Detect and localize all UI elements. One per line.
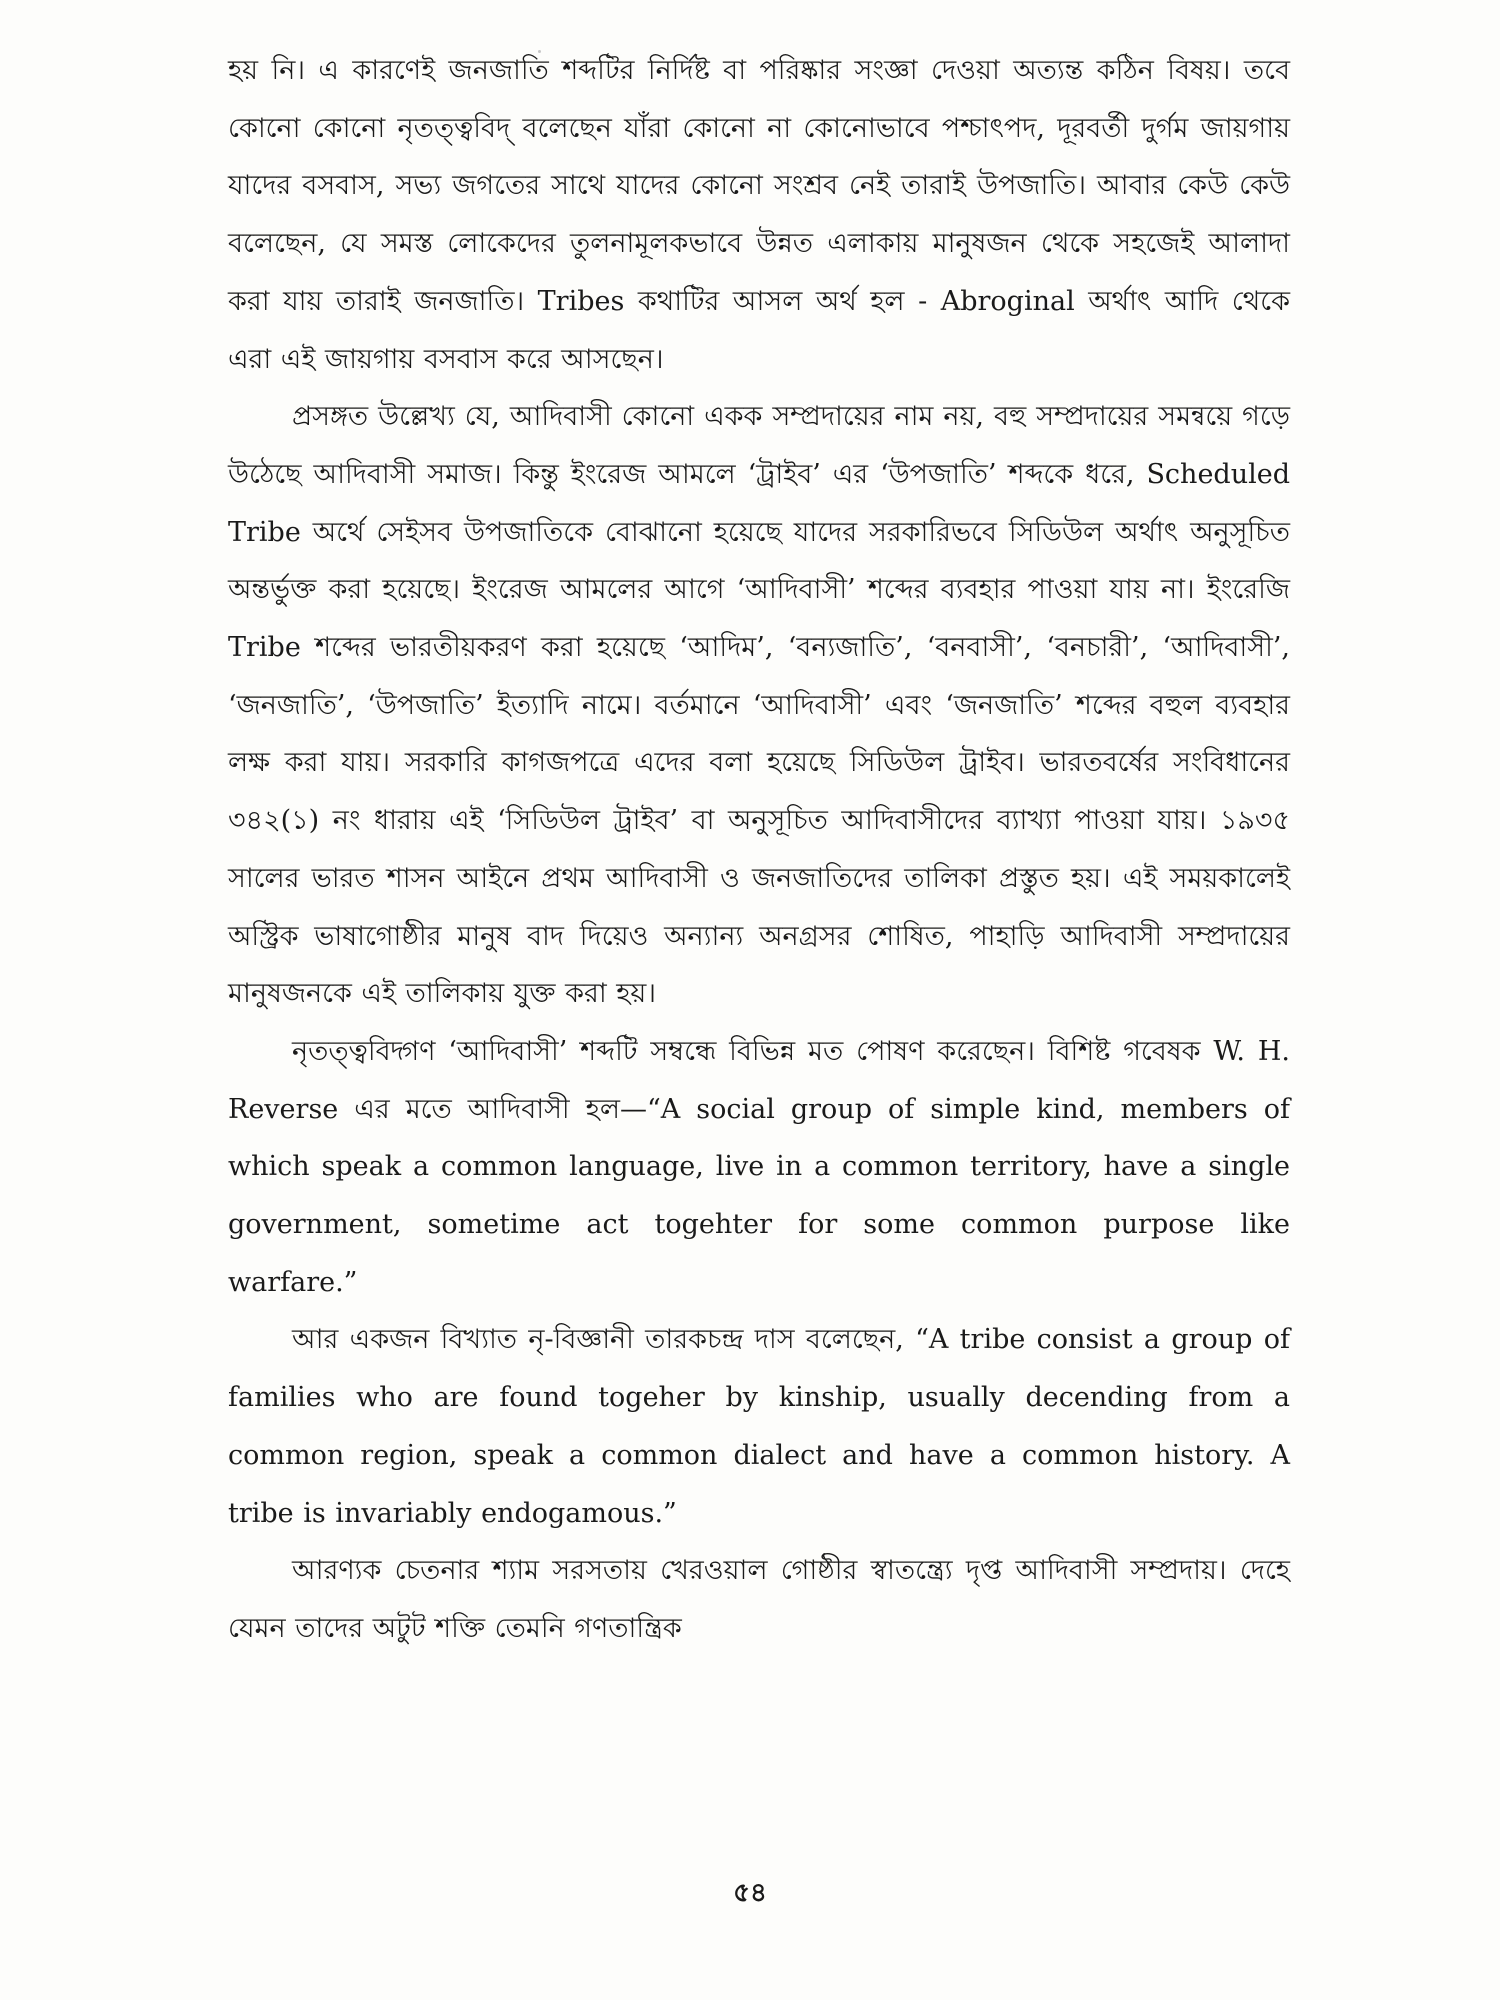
- page-number: ৫৪: [733, 1878, 767, 1908]
- paragraph-3: নৃতত্ত্ববিদ্গণ ‘আদিবাসী’ শব্দটি সম্বন্ধে বিভিন্ন মত পোষণ করেছেন। বিশিষ্ট গবেষক W. H. Reverse এর মতে আদিবাসী হল—“A social group of simple kind, members of which speak a common language, live in a common territory, have a single government, sometime act togehter for some common purpose like warfare.”: [228, 1035, 1290, 1298]
- paragraph-1: হয় নি। এ কারণেই জনজাতি শব্দটির নির্দিষ্ট বা পরিষ্কার সংজ্ঞা দেওয়া অত্যন্ত কঠিন বিষয়। তবে কোনো কোনো নৃতত্ত্ববিদ্ বলেছেন যাঁরা কোনো না কোনোভাবে পশ্চাৎপদ, দূরবর্তী দুর্গম জায়গায় যাদের বসবাস, সভ্য জগতের সাথে যাদের কোনো সংশ্রব নেই তারাই উপজাতি। আবার কেউ কেউ বলেছেন, যে সমস্ত লোকেদের তুলনামূলকভাবে উন্নত এলাকায় মানুষজন থেকে সহজেই আলাদা করা যায় তারাই জনজাতি। Tribes কথাটির আসল অর্থ হল - Abroginal অর্থাৎ আদি থেকে এরা এই জায়গায় বসবাস করে আসছেন।: [228, 55, 1290, 375]
- paragraph-4: আর একজন বিখ্যাত নৃ-বিজ্ঞানী তারকচন্দ্র দাস বলেছেন, “A tribe consist a group of families who are found togeher by kinship, usually decending from a common region, speak a common dialect and have a common history. A tribe is invariably endogamous.”: [228, 1324, 1290, 1529]
- paragraph-2: প্রসঙ্গত উল্লেখ্য যে, আদিবাসী কোনো একক সম্প্রদায়ের নাম নয়, বহু সম্প্রদায়ের সমন্বয়ে গড়ে উঠেছে আদিবাসী সমাজ। কিন্তু ইংরেজ আমলে ‘ট্রাইব’ এর ‘উপজাতি’ শব্দকে ধরে, Scheduled Tribe অর্থে সেইসব উপজাতিকে বোঝানো হয়েছে যাদের সরকারিভবে সিডিউল অর্থাৎ অনুসূচিত অন্তর্ভুক্ত করা হয়েছে। ইংরেজ আমলের আগে ‘আদিবাসী’ শব্দের ব্যবহার পাওয়া যায় না। ইংরেজি Tribe শব্দের ভারতীয়করণ করা হয়েছে ‘আদিম’, ‘বন্যজাতি’, ‘বনবাসী’, ‘বনচারী’, ‘আদিবাসী’, ‘জনজাতি’, ‘উপজাতি’ ইত্যাদি নামে। বর্তমানে ‘আদিবাসী’ এবং ‘জনজাতি’ শব্দের বহুল ব্যবহার লক্ষ করা যায়। সরকারি কাগজপত্রে এদের বলা হয়েছে সিডিউল ট্রাইব। ভারতবর্ষের সংবিধানের ৩৪২(১) নং ধারায় এই ‘সিডিউল ট্রাইব’ বা অনুসূচিত আদিবাসীদের ব্যাখ্যা পাওয়া যায়। ১৯৩৫ সালের ভারত শাসন আইনে প্রথম আদিবাসী ও জনজাতিদের তালিকা প্রস্তুত হয়। এই সময়কালেই অস্ট্রিক ভাষাগোষ্ঠীর মানুষ বাদ দিয়েও অন্যান্য অনগ্রসর শোষিত, পাহাড়ি আদিবাসী সম্প্রদায়ের মানুষজনকে এই তালিকায় যুক্ত করা হয়।: [228, 401, 1290, 1010]
- body-text: [228, 42, 1290, 1658]
- paragraph-5: আরণ্যক চেতনার শ্যাম সরসতায় খেরওয়াল গোষ্ঠীর স্বাতন্ত্র্যে দৃপ্ত আদিবাসী সম্প্রদায়। দেহে যেমন তাদের অটুট শক্তি তেমনি গণতান্ত্রিক: [228, 1555, 1290, 1644]
